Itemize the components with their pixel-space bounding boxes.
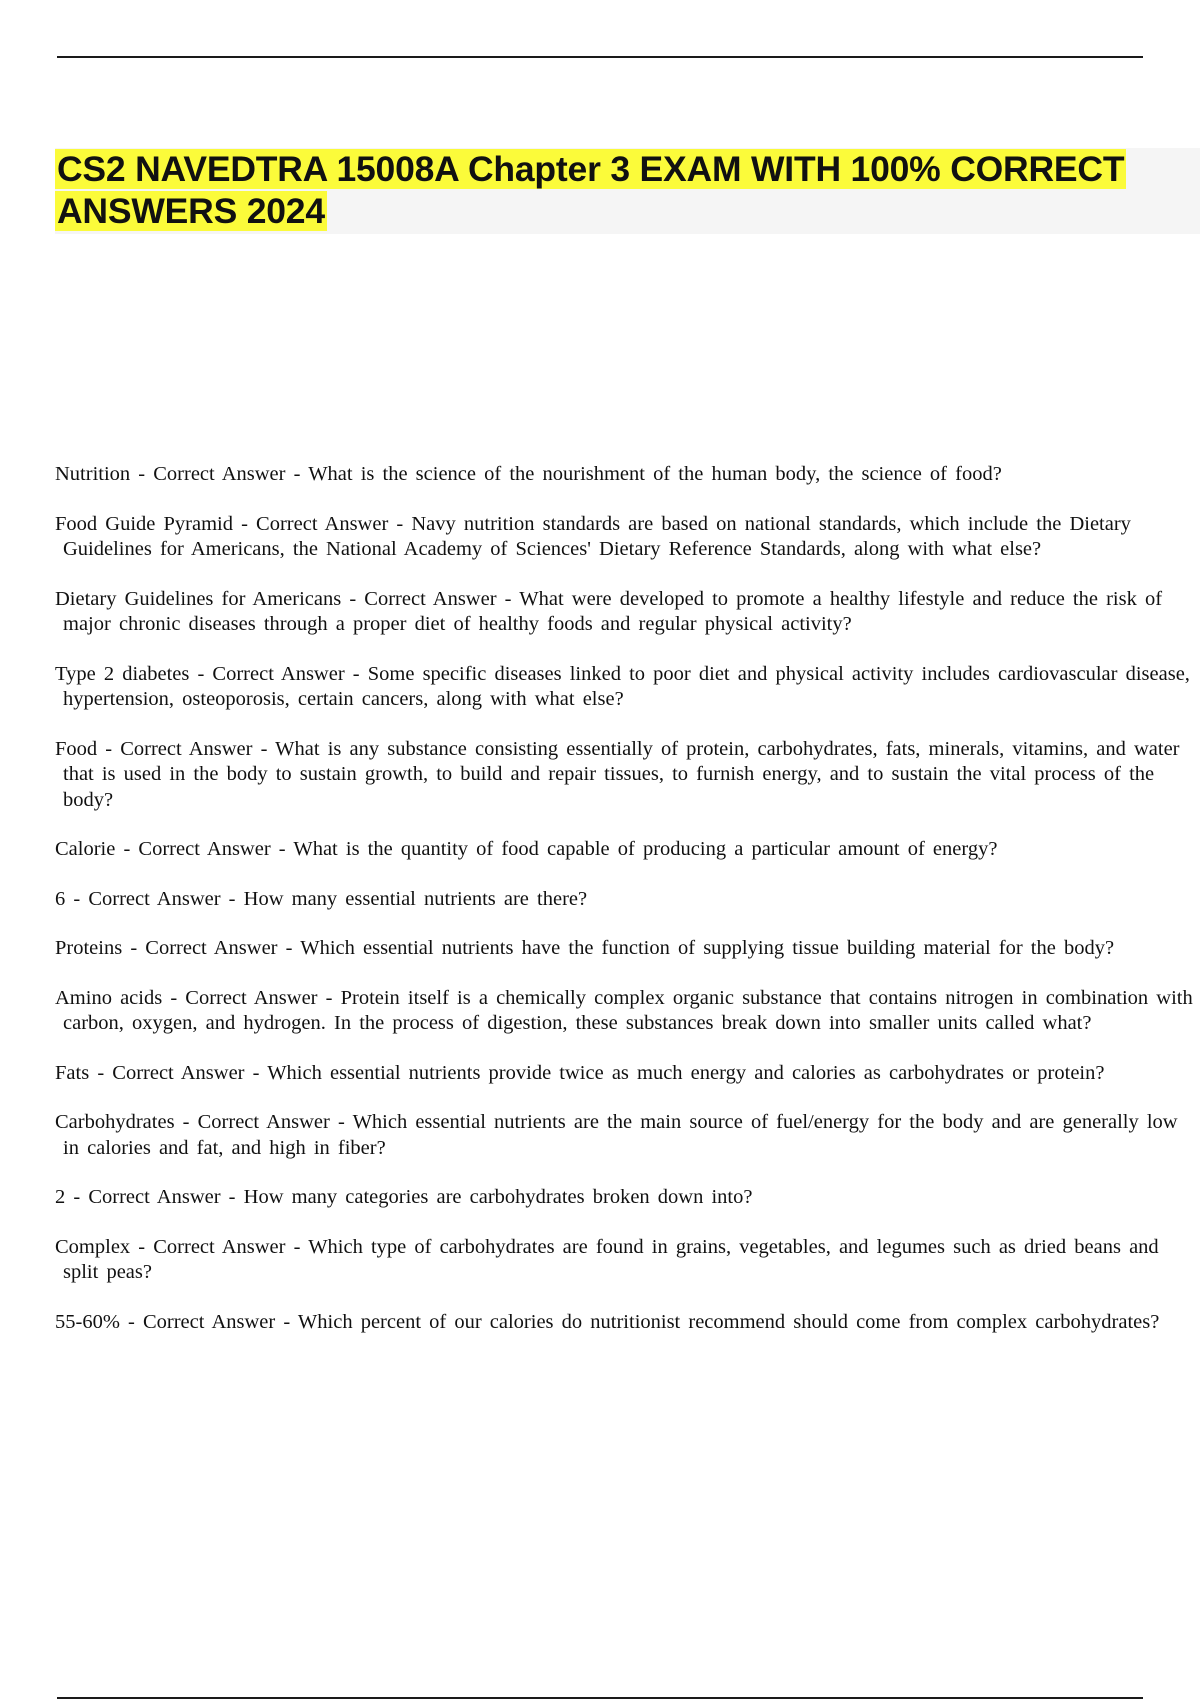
qa-term: Complex	[55, 1235, 131, 1258]
qa-separator: - Correct Answer -	[119, 1310, 298, 1333]
qa-separator: - Correct Answer -	[162, 986, 341, 1009]
qa-item	[55, 1110, 1195, 1161]
qa-separator: - Correct Answer -	[122, 937, 301, 959]
qa-term: 55-60%	[55, 1310, 120, 1333]
qa-term: Calorie	[55, 838, 116, 860]
document-title	[55, 148, 1200, 232]
qa-item	[55, 1061, 1195, 1087]
qa-separator: - Correct Answer -	[232, 512, 412, 535]
title-line-2: ANSWERS 2024	[57, 191, 325, 231]
qa-item	[55, 986, 1195, 1037]
qa-question: Which percent of our calories do nutritionist recommend should come from complex carbohydrates?	[297, 1310, 1160, 1333]
qa-question: Protein itself is a chemically complex organic substance that contains nitrogen in combination with carbon, oxygen, and hydrogen. In the process of digestion, these substances break down into smaller units called what?	[63, 986, 1193, 1034]
top-rule	[57, 56, 1143, 58]
qa-item	[55, 512, 1195, 563]
title-line-1: CS2 NAVEDTRA 15008A Chapter 3 EXAM WITH 100% CORRECT	[57, 149, 1125, 189]
qa-question: Which type of carbohydrates are found in grains, vegetables, and legumes such as dried beans and split peas?	[63, 1235, 1159, 1283]
qa-term: 2	[55, 1186, 66, 1208]
qa-item	[55, 1185, 1195, 1211]
qa-term: Dietary Guidelines for Americans	[55, 587, 342, 610]
qa-separator: - Correct Answer -	[189, 662, 368, 685]
qa-separator: - Correct Answer -	[341, 587, 520, 610]
qa-question: Which essential nutrients are the main source of fuel/energy for the body and are generally low in calories and fat, and high in fiber?	[63, 1111, 1178, 1159]
qa-term: Food	[55, 737, 98, 760]
qa-question: What were developed to promote a healthy lifestyle and reduce the risk of major chronic diseases through a proper diet of healthy foods and regular physical activity?	[63, 587, 1163, 635]
qa-item	[55, 1235, 1195, 1286]
qa-separator: - Correct Answer -	[65, 1186, 244, 1208]
qa-item	[55, 837, 1195, 863]
title-block	[55, 148, 1200, 234]
qa-separator: - Correct Answer -	[65, 887, 244, 910]
qa-question: What is the science of the nourishment of the human body, the science of food?	[308, 463, 1002, 485]
qa-item	[55, 662, 1195, 713]
qa-question: Navy nutrition standards are based on national standards, which include the Dietary Guidelines for Americans, the National Academy of Sciences' Dietary Reference Standards, along with what else?	[63, 512, 1131, 560]
qa-list	[55, 462, 1195, 1359]
qa-item	[55, 1310, 1195, 1336]
bottom-rule	[57, 1697, 1143, 1699]
qa-question: How many categories are carbohydrates broken down into?	[243, 1186, 753, 1208]
qa-item	[55, 462, 1195, 488]
qa-separator: - Correct Answer -	[130, 463, 309, 485]
qa-item	[55, 737, 1195, 814]
qa-separator: - Correct Answer -	[97, 737, 276, 760]
qa-term: Type 2 diabetes	[55, 662, 190, 685]
qa-item	[55, 887, 1195, 913]
qa-separator: - Correct Answer -	[174, 1111, 353, 1133]
qa-question: Which essential nutrients have the function of supplying tissue building material for the body?	[300, 937, 1115, 959]
qa-question: What is any substance consisting essentially of protein, carbohydrates, fats, minerals, vitamins, and water that is used in the body to sustain growth, to build and repair tissues, to furnish energy, and to sustain the vital process of the body?	[63, 737, 1180, 811]
qa-separator: - Correct Answer -	[115, 838, 294, 860]
qa-separator: - Correct Answer -	[89, 1061, 268, 1084]
qa-term: Carbohydrates	[55, 1111, 175, 1133]
qa-term: Proteins	[55, 937, 123, 959]
qa-term: Fats	[55, 1061, 90, 1084]
qa-separator: - Correct Answer -	[130, 1235, 309, 1258]
qa-item	[55, 587, 1195, 638]
qa-term: Nutrition	[55, 463, 131, 485]
qa-item	[55, 936, 1195, 962]
qa-term: Food Guide Pyramid	[55, 512, 233, 535]
qa-term: Amino acids	[55, 986, 163, 1009]
qa-question: How many essential nutrients are there?	[243, 887, 588, 910]
qa-question: Which essential nutrients provide twice as much energy and calories as carbohydrates or protein?	[267, 1061, 1105, 1084]
qa-question: What is the quantity of food capable of producing a particular amount of energy?	[293, 838, 998, 860]
qa-question: Some specific diseases linked to poor diet and physical activity includes cardiovascular disease, hypertension, osteoporosis, certain cancers, along with what else?	[63, 662, 1190, 710]
qa-term: 6	[55, 887, 66, 910]
